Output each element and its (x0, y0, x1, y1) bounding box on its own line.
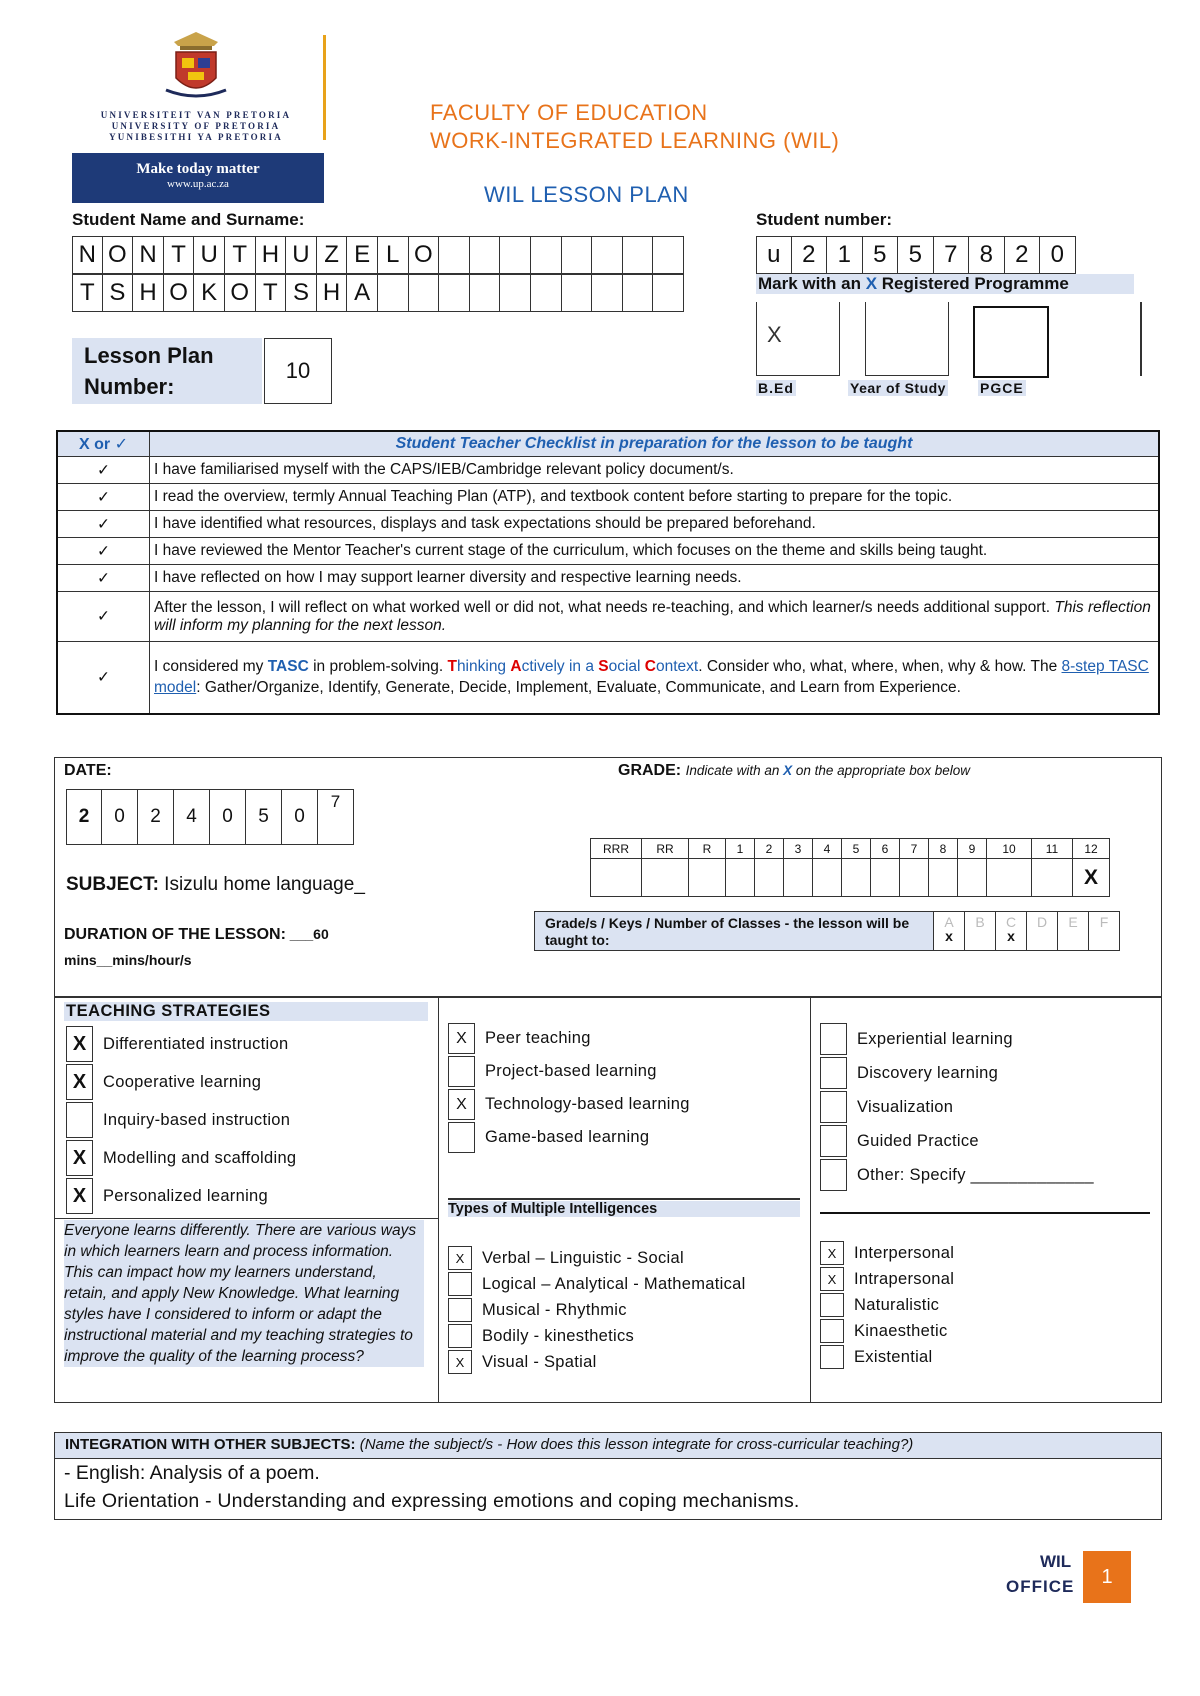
name-letter-box[interactable]: T (72, 274, 103, 312)
grade-mark-cell[interactable] (900, 859, 929, 897)
intelligence-label: Naturalistic (854, 1295, 940, 1314)
programme-box-pgce[interactable] (973, 306, 1049, 378)
strategy-option (66, 1025, 296, 1063)
student-number-box[interactable]: 2 (792, 236, 828, 274)
intelligence-label: Logical – Analytical - Mathematical (482, 1274, 746, 1293)
class-letter: D (1036, 914, 1048, 930)
checklist-row (57, 565, 1159, 592)
logo-divider (323, 35, 326, 140)
strategy-checkbox[interactable] (820, 1125, 847, 1157)
date-extra-digit: 7 (330, 792, 341, 811)
grade-header-cell: 5 (842, 839, 871, 859)
strategy-label: Discovery learning (857, 1063, 999, 1082)
mi-column-1 (448, 1245, 746, 1375)
name-letter-box[interactable]: T (256, 274, 287, 312)
university-name-line: UNIVERSITEIT VAN PRETORIA (100, 110, 292, 120)
name-letter-box[interactable]: H (317, 274, 348, 312)
strategy-option (820, 1158, 1094, 1192)
name-letter-box[interactable]: K (194, 274, 225, 312)
name-letter-box[interactable]: T (225, 236, 256, 274)
name-letter-box[interactable] (439, 236, 470, 274)
strategy-option (66, 1063, 296, 1101)
strategy-label: Differentiated instruction (103, 1034, 289, 1053)
intelligence-checkbox[interactable]: X (820, 1241, 844, 1265)
lesson-plan-label: Lesson Plan Number: (72, 338, 262, 404)
checklist-row (57, 457, 1159, 484)
checklist-row (57, 538, 1159, 565)
grade-mark-cell[interactable] (591, 859, 642, 897)
student-number-box[interactable]: 0 (1040, 236, 1076, 274)
strategy-checkbox[interactable] (448, 1056, 475, 1087)
programme-label-text: Registered Programme (877, 274, 1069, 293)
intelligence-option (820, 1266, 954, 1292)
lesson-plan-number: 10 (264, 338, 332, 404)
student-name-boxes (72, 236, 684, 312)
grade-label-text: GRADE: (618, 762, 682, 779)
strategy-label: Inquiry-based instruction (103, 1110, 291, 1129)
name-letter-box[interactable] (439, 274, 470, 312)
name-letter-box[interactable] (500, 236, 531, 274)
banner-url: www.up.ac.za (167, 178, 229, 190)
integration-hint: (Name the subject/s - How does this lesson integrate for cross-curricular teaching?) (355, 1436, 914, 1453)
name-letter-box[interactable]: S (103, 274, 134, 312)
checklist-table (56, 430, 1160, 715)
grade-mark-cell[interactable] (1032, 859, 1073, 897)
intelligence-label: Interpersonal (854, 1243, 955, 1262)
date-digit-box[interactable]: 0 (102, 789, 138, 845)
class-box[interactable] (1058, 911, 1089, 951)
grade-header-cell: R (689, 839, 726, 859)
name-letter-box[interactable]: O (409, 236, 440, 274)
name-letter-box[interactable] (592, 274, 623, 312)
intelligence-option (448, 1271, 746, 1297)
name-letter-box[interactable]: S (286, 274, 317, 312)
grade-header-cell: 7 (900, 839, 929, 859)
strategy-checkbox[interactable] (820, 1159, 847, 1191)
checklist-text: I have identified what resources, displays and task expectations should be prepared beforehand. (150, 511, 1160, 538)
student-number-boxes (756, 236, 1076, 274)
student-number-box[interactable]: u (756, 236, 792, 274)
duration-units: mins__mins/hour/s (64, 952, 192, 968)
strategy-checkbox[interactable] (448, 1122, 475, 1153)
duration-line (64, 926, 329, 944)
checklist-mark[interactable]: ✓ (57, 457, 150, 484)
checklist-text-italic: This reflection will inform my planning for the next lesson. (154, 598, 1151, 634)
tasc-letter: T (447, 658, 457, 676)
strategy-option (820, 1124, 1094, 1158)
name-letter-box[interactable]: L (378, 236, 409, 274)
strategy-option (448, 1121, 690, 1154)
strategy-label: Peer teaching (485, 1029, 591, 1047)
student-number-box[interactable]: 7 (934, 236, 970, 274)
strategy-checkbox[interactable]: X (448, 1023, 475, 1054)
checklist-mark[interactable]: ✓ (57, 484, 150, 511)
grade-mark-cell[interactable] (726, 859, 755, 897)
learning-styles-note: Everyone learns differently. There are various ways in which learners learn and process information. This can impact how my learners understand, retain, and apply New Knowledge. What learning styles have I considered to inform or adapt the instructional material and my teaching strategies to improve the quality of the learning process? (64, 1220, 424, 1367)
intelligence-option (820, 1344, 954, 1370)
grade-header-cell: 3 (784, 839, 813, 859)
intelligence-label: Bodily - kinesthetics (482, 1326, 635, 1345)
university-banner (72, 153, 324, 203)
strategy-label: Project-based learning (485, 1062, 657, 1080)
programme-box-year[interactable] (865, 302, 949, 376)
intelligence-option (448, 1297, 746, 1323)
strategies-column-3 (820, 1022, 1094, 1192)
grade-mark-cell[interactable] (813, 859, 842, 897)
strategy-checkbox[interactable] (820, 1057, 847, 1089)
checklist-mark[interactable]: ✓ (57, 511, 150, 538)
date-extra-box[interactable] (318, 789, 354, 845)
grade-header-cell: 6 (871, 839, 900, 859)
class-box[interactable] (1089, 911, 1120, 951)
name-letter-box[interactable] (470, 236, 501, 274)
footer-office: OFFICE (1006, 1577, 1075, 1596)
checklist-text (150, 592, 1160, 642)
coat-of-arms-icon (96, 30, 296, 105)
strategy-option (66, 1139, 296, 1177)
name-letter-box[interactable]: A (347, 274, 378, 312)
checklist-mark[interactable]: ✓ (57, 592, 150, 642)
strategy-checkbox[interactable] (820, 1023, 847, 1055)
intelligence-option (820, 1292, 954, 1318)
name-letter-box[interactable] (531, 274, 562, 312)
programme-mark: X (767, 322, 782, 347)
grade-mark-cell[interactable] (958, 859, 987, 897)
date-digit-box[interactable]: 2 (138, 789, 174, 845)
duration-value: ___60 (285, 926, 329, 942)
integration-label: INTEGRATION WITH OTHER SUBJECTS: (65, 1436, 356, 1453)
university-name-line: UNIVERSITY OF PRETORIA (111, 121, 281, 131)
classes-label: Grade/s / Keys / Number of Classes - the lesson will be taught to: (534, 911, 934, 951)
intelligence-checkbox[interactable] (448, 1298, 472, 1322)
strategy-option (66, 1177, 296, 1215)
intelligence-checkbox[interactable]: X (820, 1267, 844, 1291)
strategy-label: Other: Specify _____________ (857, 1165, 1094, 1184)
grade-header-cell: 10 (987, 839, 1032, 859)
student-name-label: Student Name and Surname: (72, 210, 305, 229)
grade-mark-cell[interactable] (689, 859, 726, 897)
programme-box-bed[interactable] (756, 302, 840, 376)
intelligence-checkbox[interactable]: X (448, 1350, 472, 1374)
name-letter-box[interactable]: N (72, 236, 103, 274)
name-letter-box[interactable] (531, 236, 562, 274)
document-title: WIL LESSON PLAN (484, 182, 689, 207)
intelligence-checkbox[interactable] (448, 1272, 472, 1296)
name-letter-box[interactable]: E (347, 236, 378, 274)
strategy-checkbox[interactable]: X (66, 1140, 93, 1176)
checklist-row (57, 511, 1159, 538)
checklist-mark[interactable]: ✓ (57, 642, 150, 714)
checklist-mark[interactable]: ✓ (57, 538, 150, 565)
tasc-model-link[interactable]: 8-step TASC model (154, 658, 1149, 697)
class-mark: x (945, 928, 953, 944)
intelligence-option (448, 1245, 746, 1271)
name-letter-box[interactable] (562, 236, 593, 274)
name-letter-box[interactable]: O (164, 274, 195, 312)
grade-mark-cell[interactable] (871, 859, 900, 897)
grade-header-cell: RR (642, 839, 689, 859)
mi-title: Types of Multiple Intelligences (448, 1201, 800, 1217)
intelligence-checkbox[interactable]: X (448, 1246, 472, 1270)
name-letter-box[interactable] (562, 274, 593, 312)
strategy-label: Visualization (857, 1097, 954, 1116)
tasc-letter: C (644, 658, 656, 676)
banner-slogan: Make today matter (136, 161, 260, 177)
integration-line-2: Life Orientation - Understanding and expressing emotions and coping mechanisms. (64, 1490, 800, 1512)
grade-hint: Indicate with an X on the appropriate box below (685, 763, 971, 778)
class-letter: E (1068, 914, 1078, 930)
tasc-text: in problem-solving. (308, 658, 448, 676)
mi-column-2 (820, 1240, 954, 1370)
name-row-1 (72, 236, 684, 274)
tasc-text: I considered my (154, 658, 268, 676)
grade-header-cell: 8 (929, 839, 958, 859)
name-letter-box[interactable]: N (133, 236, 164, 274)
strategy-checkbox[interactable]: X (66, 1178, 93, 1214)
programme-label-pgce: PGCE (980, 380, 1024, 396)
name-letter-box[interactable]: O (103, 236, 134, 274)
checklist-text-part: After the lesson, I will reflect on what worked well or did not, what needs re-teaching, and which learner/s needs additional support. (154, 598, 1051, 616)
tasc-text: ocial (608, 658, 645, 676)
footer-wil: WIL (1040, 1552, 1072, 1571)
student-number-box[interactable]: 5 (898, 236, 934, 274)
grade-header-cell: 2 (755, 839, 784, 859)
name-letter-box[interactable] (470, 274, 501, 312)
intelligence-option (820, 1240, 954, 1266)
tasc-text: ontext (655, 658, 699, 676)
class-box[interactable] (1027, 911, 1058, 951)
grade-mark-cell[interactable]: X (1073, 859, 1110, 897)
date-digit-box[interactable]: 5 (246, 789, 282, 845)
programme-label (756, 274, 1134, 294)
checklist-text (150, 642, 1160, 714)
intelligence-checkbox[interactable] (820, 1345, 844, 1369)
name-letter-box[interactable] (592, 236, 623, 274)
checklist-text: I read the overview, termly Annual Teaching Plan (ATP), and textbook content before starting to prepare for the topic. (150, 484, 1160, 511)
student-number-box[interactable]: 2 (1005, 236, 1041, 274)
strategy-label: Guided Practice (857, 1131, 979, 1150)
tasc-text: : Gather/Organize, Identify, Generate, Decide, Implement, Evaluate, Communicate, and Learn from Experience. (196, 679, 961, 697)
checklist-text: I have reflected on how I may support learner diversity and respective learning needs. (150, 565, 1160, 592)
integration-header (55, 1433, 1161, 1459)
intelligence-label: Musical - Rhythmic (482, 1300, 627, 1319)
strategy-option (820, 1022, 1094, 1056)
strategies-column-2 (448, 1022, 690, 1154)
class-box[interactable] (934, 911, 965, 951)
date-label: DATE: (64, 762, 112, 779)
name-letter-box[interactable]: U (194, 236, 225, 274)
strategy-option (66, 1101, 296, 1139)
name-letter-box[interactable] (378, 274, 409, 312)
name-letter-box[interactable] (409, 274, 440, 312)
name-letter-box[interactable]: U (286, 236, 317, 274)
strategy-option (448, 1088, 690, 1121)
university-logo (96, 30, 296, 140)
strategy-label: Game-based learning (485, 1128, 650, 1146)
class-letter: F (1099, 914, 1109, 930)
name-letter-box[interactable]: H (256, 236, 287, 274)
strategies-column-1 (66, 1025, 296, 1215)
grade-mark-cell[interactable] (784, 859, 813, 897)
name-letter-box[interactable] (653, 274, 684, 312)
class-letter: A (944, 914, 954, 930)
strategy-label: Personalized learning (103, 1186, 268, 1205)
intelligence-label: Kinaesthetic (854, 1321, 948, 1340)
tasc-text: ctively in a (521, 658, 599, 676)
class-mark: x (1007, 928, 1015, 944)
student-number-box[interactable]: 1 (827, 236, 863, 274)
strategy-option (448, 1055, 690, 1088)
strategies-divider-2 (810, 997, 811, 1403)
class-box[interactable] (996, 911, 1027, 951)
name-letter-box[interactable] (500, 274, 531, 312)
checklist-row (57, 592, 1159, 642)
checklist-row (57, 642, 1159, 714)
name-letter-box[interactable]: H (133, 274, 164, 312)
strategies-divider-1 (438, 997, 439, 1403)
date-digit-box[interactable]: 0 (210, 789, 246, 845)
date-digit-box[interactable]: 2 (66, 789, 102, 845)
grade-mark-cell[interactable] (842, 859, 871, 897)
tasc-letter: A (510, 658, 522, 676)
checklist-row (57, 484, 1159, 511)
programme-label-text: Mark with an (758, 274, 866, 293)
strategy-label: Cooperative learning (103, 1072, 262, 1091)
wil-heading: WORK-INTEGRATED LEARNING (WIL) (430, 128, 840, 153)
intelligence-label: Existential (854, 1347, 933, 1366)
checklist-text: I have reviewed the Mentor Teacher's current stage of the curriculum, which focuses on the theme and skills being taught. (150, 538, 1160, 565)
grade-table (590, 838, 1110, 897)
strategy-option (448, 1022, 690, 1055)
page-number-badge (1083, 1551, 1131, 1603)
strategies-title: TEACHING STRATEGIES (64, 1002, 428, 1021)
mi-rule (448, 1198, 800, 1200)
faculty-heading: FACULTY OF EDUCATION (430, 100, 708, 125)
strategy-label: Technology-based learning (485, 1095, 690, 1113)
grade-mark-cell[interactable] (642, 859, 689, 897)
intelligence-option (820, 1318, 954, 1344)
intelligence-checkbox[interactable] (448, 1324, 472, 1348)
name-letter-box[interactable] (653, 236, 684, 274)
date-digit-box[interactable]: 4 (174, 789, 210, 845)
name-letter-box[interactable]: Z (317, 236, 348, 274)
date-boxes (66, 789, 354, 845)
grade-header-cell: 4 (813, 839, 842, 859)
strategy-checkbox[interactable]: X (66, 1026, 93, 1062)
grade-label (618, 762, 970, 780)
name-row-2 (72, 274, 684, 312)
programme-label-year: Year of Study (850, 380, 946, 396)
strategy-option (820, 1090, 1094, 1124)
integration-line-1: - English: Analysis of a poem. (64, 1462, 320, 1484)
duration-label: DURATION OF THE LESSON: (64, 926, 286, 943)
programme-label-x: X (865, 274, 878, 293)
grade-mark-cell[interactable] (755, 859, 784, 897)
subject-value: Isizulu home language_ (158, 874, 365, 895)
date-digit-box[interactable]: 0 (282, 789, 318, 845)
checklist-title: Student Teacher Checklist in preparation for the lesson to be taught (150, 431, 1160, 457)
name-letter-box[interactable]: T (164, 236, 195, 274)
tasc-word: TASC (267, 658, 309, 676)
checklist-mark[interactable]: ✓ (57, 565, 150, 592)
grade-header-cell: 9 (958, 839, 987, 859)
grade-mark-cell[interactable] (987, 859, 1032, 897)
student-number-box[interactable]: 8 (969, 236, 1005, 274)
intelligence-checkbox[interactable] (820, 1293, 844, 1317)
programme-label-bed: B.Ed (758, 380, 794, 396)
tasc-text: hinking (456, 658, 511, 676)
strategy-label: Experiential learning (857, 1029, 1013, 1048)
subject-line (66, 874, 365, 896)
mi-rule-right (820, 1212, 1150, 1214)
grade-header-cell: RRR (591, 839, 642, 859)
subject-label: SUBJECT: (66, 874, 159, 895)
page-number: 1 (1101, 1565, 1113, 1588)
checklist-text: I have familiarised myself with the CAPS/IEB/Cambridge relevant policy document/s. (150, 457, 1160, 484)
strategy-option (820, 1056, 1094, 1090)
checklist-mark-header: X or ✓ (57, 431, 150, 457)
intelligence-option (448, 1323, 746, 1349)
note-divider (54, 1218, 438, 1219)
intelligence-checkbox[interactable] (820, 1319, 844, 1343)
tasc-letter: S (598, 658, 609, 676)
student-number-label: Student number: (756, 210, 892, 229)
strategy-checkbox[interactable] (820, 1091, 847, 1123)
intelligence-label: Visual - Spatial (482, 1352, 597, 1371)
tasc-text: . Consider who, what, where, when, why & how. The (698, 658, 1062, 676)
name-letter-box[interactable]: O (225, 274, 256, 312)
student-number-box[interactable]: 5 (863, 236, 899, 274)
strategy-label: Modelling and scaffolding (103, 1148, 297, 1167)
strategy-checkbox[interactable]: X (66, 1064, 93, 1100)
grade-header-cell: 12 (1073, 839, 1110, 859)
university-name-line: YUNIBESITHI YA PRETORIA (109, 132, 283, 142)
strategy-checkbox[interactable] (66, 1102, 93, 1138)
intelligence-label: Verbal – Linguistic - Social (482, 1248, 684, 1267)
class-letter: C (1005, 914, 1017, 930)
programme-right-line (1140, 302, 1142, 376)
class-box[interactable] (965, 911, 996, 951)
intelligence-label: Intrapersonal (854, 1269, 955, 1288)
intelligence-option (448, 1349, 746, 1375)
strategy-checkbox[interactable]: X (448, 1089, 475, 1120)
grade-mark-cell[interactable] (929, 859, 958, 897)
class-letter: B (975, 914, 985, 930)
name-letter-box[interactable] (623, 236, 654, 274)
grade-header-cell: 11 (1032, 839, 1073, 859)
grade-header-cell: 1 (726, 839, 755, 859)
classes-boxes (934, 911, 1120, 951)
name-letter-box[interactable] (623, 274, 654, 312)
